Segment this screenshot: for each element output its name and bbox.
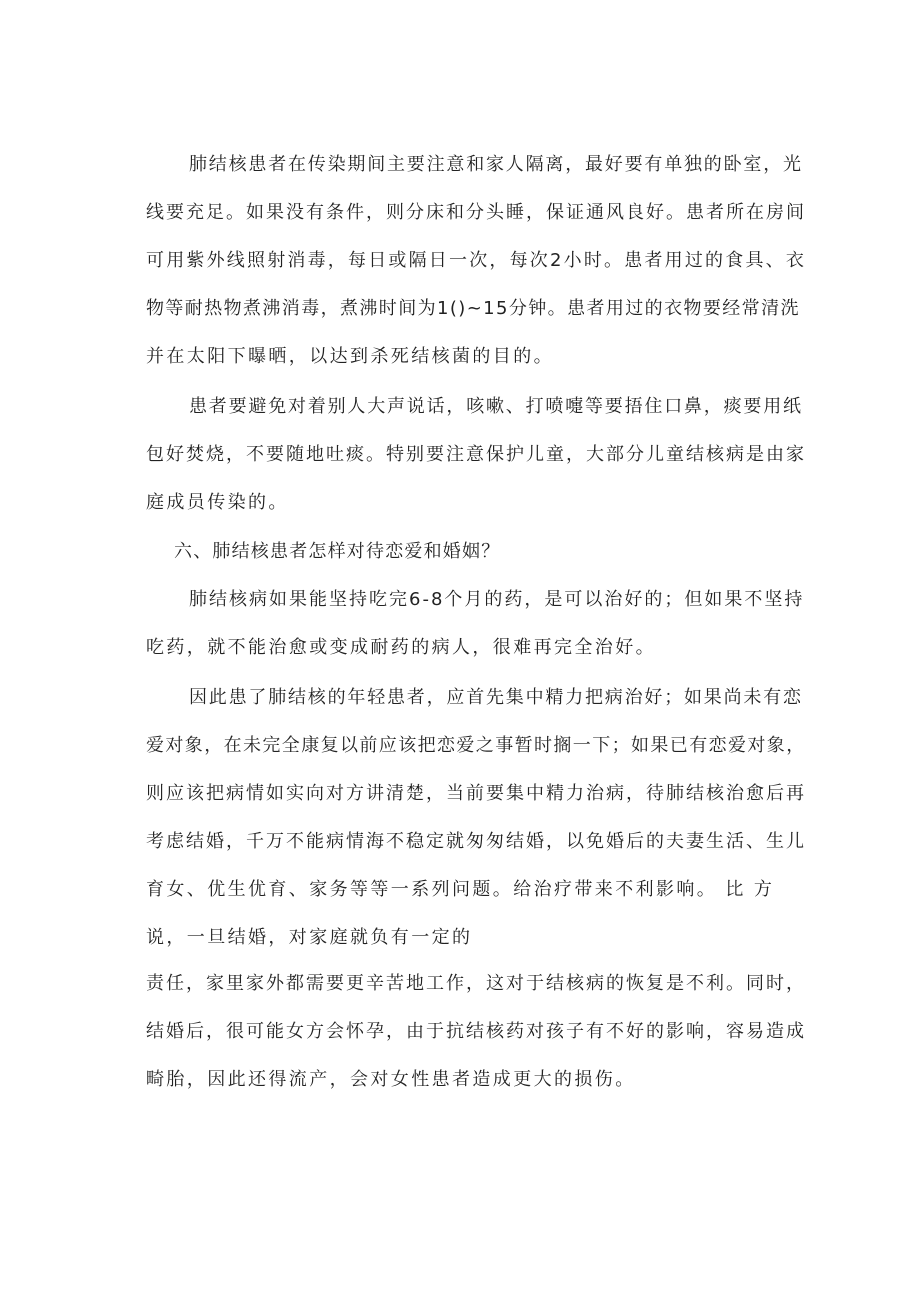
paragraph-marriage-line-9: 畸胎，因此还得流产，会对女性患者造成更大的损伤。	[146, 1069, 636, 1090]
paragraph-isolation-line-5: 并在太阳下曝晒，以达到杀死结核菌的目的。	[146, 346, 554, 367]
paragraph-isolation-line-4: 物等耐热物煮沸消毒，煮沸时间为1()~15分钟。患者用过的衣物要经常清洗	[146, 298, 800, 319]
paragraph-isolation-line-3: 可用紫外线照射消毒，每日或隔日一次，每次2小时。患者用过的食具、衣	[146, 250, 806, 271]
paragraph-isolation-line-2: 线要充足。如果没有条件，则分床和分头睡，保证通风良好。患者所在房间	[146, 202, 806, 223]
paragraph-marriage-line-4: 考虑结婚，千万不能病情海不稳定就匆匆结婚，以免婚后的夫妻生活、生儿	[146, 831, 806, 852]
section-heading: 六、肺结核患者怎样对待恋爱和婚姻？	[174, 541, 501, 562]
paragraph-hygiene-line-2: 包好焚烧，不要随地吐痰。特别要注意保护儿童，大部分儿童结核病是由家	[146, 444, 806, 465]
paragraph-marriage-line-3: 则应该把病情如实向对方讲清楚，当前要集中精力治病，待肺结核治愈后再	[146, 783, 806, 804]
paragraph-treatment-line-1: 肺结核病如果能坚持吃完6-8个月的药，是可以治好的；但如果不坚持	[189, 589, 805, 610]
paragraph-isolation-line-1: 肺结核患者在传染期间主要注意和家人隔离，最好要有单独的卧室，光	[189, 154, 803, 175]
paragraph-marriage-line-1: 因此患了肺结核的年轻患者，应首先集中精力把病治好；如果尚未有恋	[189, 687, 803, 708]
paragraph-hygiene-line-3: 庭成员传染的。	[146, 492, 289, 513]
paragraph-marriage-line-8: 结婚后，很可能女方会怀孕，由于抗结核药对孩子有不好的影响，容易造成	[146, 1021, 806, 1042]
paragraph-marriage-line-6: 说，一旦结婚，对家庭就负有一定的	[146, 927, 473, 948]
paragraph-marriage-line-7: 责任，家里家外都需要更辛苦地工作，这对于结核病的恢复是不利。同时，	[146, 973, 806, 994]
paragraph-treatment-line-2: 吃药，就不能治愈或变成耐药的病人，很难再完全治好。	[146, 637, 656, 658]
paragraph-marriage-line-2: 爱对象，在未完全康复以前应该把恋爱之事暂时搁一下；如果已有恋爱对象，	[146, 735, 806, 756]
paragraph-marriage-line-5: 育女、优生优育、家务等等一系列问题。给治疗带来不利影响。 比 方	[146, 879, 775, 900]
paragraph-hygiene-line-1: 患者要避免对着别人大声说话，咳嗽、打喷嚏等要捂住口鼻，痰要用纸	[189, 396, 803, 417]
